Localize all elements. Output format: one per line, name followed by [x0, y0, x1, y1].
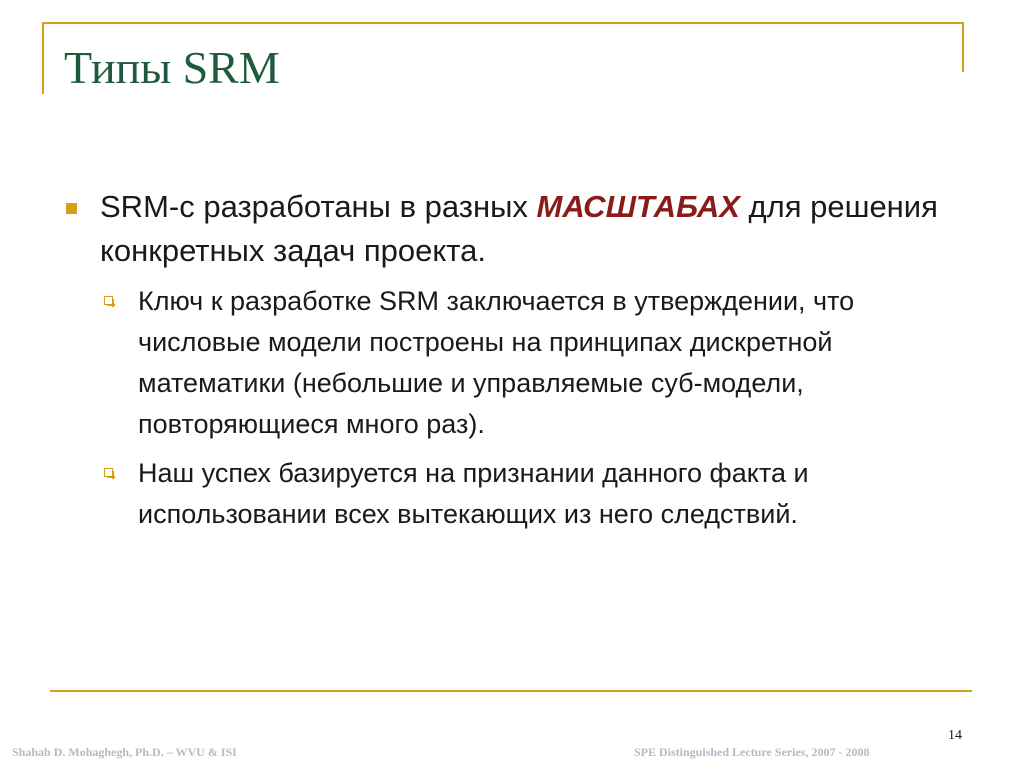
bullet-1-emphasis: МАСШТАБАХ: [536, 189, 740, 224]
square-bullet-icon: [66, 203, 77, 214]
page-number: 14: [948, 728, 962, 743]
footer-author: Shahab D. Mohaghegh, Ph.D. – WVU & ISI: [12, 745, 237, 759]
sub-bullet-2-text: Наш успех базируется на признании данного факта и использовании всех вытекающих из него следствий.: [138, 458, 809, 529]
footer-series: SPE Distinguished Lecture Series, 2007 - 2008: [634, 745, 870, 759]
title-frame-top-line: [42, 22, 964, 24]
sub-bullet-item-2: [60, 453, 970, 535]
sub-bullet-item-1: [60, 281, 970, 445]
bullet-1-text-before: SRM-с разработаны в разных: [100, 189, 537, 224]
checkbox-bullet-icon: [104, 468, 113, 477]
bullet-item-1: [60, 185, 970, 273]
sub-bullet-1-text: Ключ к разработке SRM заключается в утверждении, что числовые модели построены на принципах дискретной математики (небольшие и управляемые суб-модели, повторяющиеся много раз).: [138, 286, 855, 439]
checkbox-bullet-icon: [104, 296, 113, 305]
title-frame-left-line: [42, 22, 44, 94]
title-frame-right-line: [962, 22, 964, 72]
bullet-1-text-after: для решения конкретных задач проекта.: [100, 189, 938, 268]
footer-divider: [50, 690, 972, 692]
slide-title: Типы SRM: [64, 42, 280, 93]
slide-content: [60, 185, 970, 535]
